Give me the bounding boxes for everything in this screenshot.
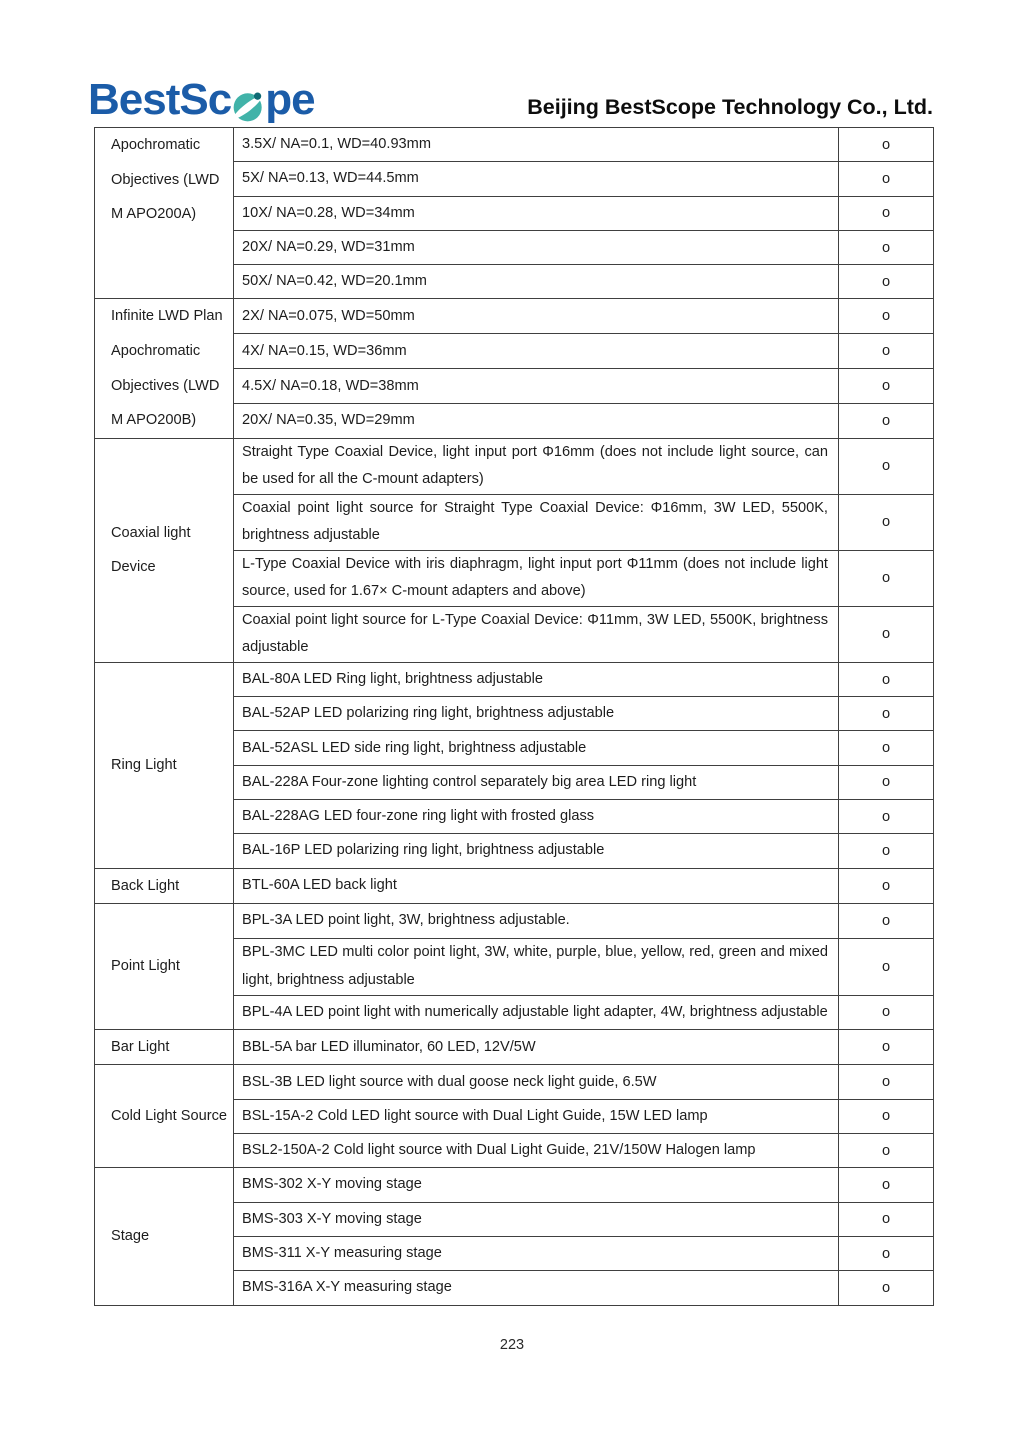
table-row — [95, 128, 934, 162]
description-cell: 4.5X/ NA=0.18, WD=38mm — [234, 369, 839, 404]
availability-mark: o — [839, 995, 934, 1029]
category-label: Coaxial light — [111, 524, 191, 541]
availability-mark: o — [839, 1202, 934, 1236]
table-row — [95, 438, 934, 494]
description-cell: BMS-316A X-Y measuring stage — [234, 1271, 839, 1305]
availability-mark: o — [839, 765, 934, 799]
logo-text-left: BestSc — [88, 75, 232, 124]
description-cell: BSL2-150A-2 Cold light source with Dual Light Guide, 21V/150W Halogen lamp — [234, 1134, 839, 1168]
description-cell: Coaxial point light source for Straight Type Coaxial Device: Φ16mm, 3W LED, 5500K, brightness adjustable — [234, 494, 839, 550]
availability-mark: o — [839, 334, 934, 369]
category-label: Objectives (LWD — [111, 171, 220, 188]
description-cell: 2X/ NA=0.075, WD=50mm — [234, 299, 839, 334]
category-cell — [95, 662, 234, 868]
availability-mark: o — [839, 494, 934, 550]
availability-mark: o — [839, 697, 934, 731]
availability-mark: o — [839, 938, 934, 995]
description-cell: BSL-15A-2 Cold LED light source with Dual Light Guide, 15W LED lamp — [234, 1099, 839, 1133]
description-cell: BMS-302 X-Y moving stage — [234, 1168, 839, 1202]
category-cell — [95, 868, 234, 904]
category-cell — [95, 1168, 234, 1305]
description-cell: BAL-228AG LED four-zone ring light with frosted glass — [234, 800, 839, 834]
category-label: Ring Light — [111, 756, 177, 773]
availability-mark: o — [839, 265, 934, 299]
availability-mark: o — [839, 868, 934, 904]
availability-mark: o — [839, 299, 934, 334]
description-cell: BMS-311 X-Y measuring stage — [234, 1236, 839, 1270]
availability-mark: o — [839, 404, 934, 439]
category-label: Apochromatic — [111, 137, 201, 153]
logo-swoosh-o-icon — [232, 90, 265, 123]
description-cell: 20X/ NA=0.29, WD=31mm — [234, 230, 839, 264]
availability-mark: o — [839, 550, 934, 606]
description-cell: BSL-3B LED light source with dual goose neck light guide, 6.5W — [234, 1065, 839, 1099]
description-cell: BAL-80A LED Ring light, brightness adjustable — [234, 662, 839, 696]
availability-mark: o — [839, 196, 934, 230]
availability-mark: o — [839, 731, 934, 765]
description-cell: 10X/ NA=0.28, WD=34mm — [234, 196, 839, 230]
availability-mark: o — [839, 1271, 934, 1305]
table-row — [95, 1029, 934, 1065]
availability-mark: o — [839, 230, 934, 264]
description-cell: L-Type Coaxial Device with iris diaphragm, light input port Φ11mm (does not include light source, used for 1.67× C-mount adapters and above) — [234, 550, 839, 606]
availability-mark: o — [839, 369, 934, 404]
description-cell: BPL-4A LED point light with numerically adjustable light adapter, 4W, brightness adjustable — [234, 995, 839, 1029]
description-cell: BTL-60A LED back light — [234, 868, 839, 904]
description-cell: BPL-3MC LED multi color point light, 3W, white, purple, blue, yellow, red, green and mixed light, brightness adjustable — [234, 938, 839, 995]
page-header — [88, 50, 933, 124]
availability-mark: o — [839, 1029, 934, 1065]
category-label: Stage — [111, 1228, 150, 1245]
description-cell: 50X/ NA=0.42, WD=20.1mm — [234, 265, 839, 299]
description-cell: BPL-3A LED point light, 3W, brightness adjustable. — [234, 904, 839, 938]
availability-mark: o — [839, 1134, 934, 1168]
availability-mark: o — [839, 1065, 934, 1099]
availability-mark: o — [839, 438, 934, 494]
category-cell — [95, 438, 234, 662]
availability-mark: o — [839, 662, 934, 696]
availability-mark: o — [839, 162, 934, 196]
description-cell: 4X/ NA=0.15, WD=36mm — [234, 334, 839, 369]
category-label: Device — [111, 559, 156, 576]
category-label: Back Light — [111, 877, 180, 894]
company-name: Beijing BestScope Technology Co., Ltd. — [527, 95, 933, 119]
bestscope-logo — [88, 75, 315, 124]
page-number: 223 — [499, 1337, 525, 1353]
catalog-table-body — [95, 128, 934, 1306]
category-cell — [95, 128, 234, 299]
description-cell: BAL-16P LED polarizing ring light, brightness adjustable — [234, 834, 839, 868]
description-cell: 3.5X/ NA=0.1, WD=40.93mm — [234, 128, 839, 162]
category-cell — [95, 904, 234, 1030]
availability-mark: o — [839, 128, 934, 162]
table-row — [95, 1168, 934, 1202]
table-row — [95, 299, 934, 334]
logo-text-right: pe — [265, 75, 315, 124]
category-label: Cold Light Source — [111, 1108, 228, 1125]
description-cell: BMS-303 X-Y moving stage — [234, 1202, 839, 1236]
availability-mark: o — [839, 1236, 934, 1270]
availability-mark: o — [839, 834, 934, 868]
description-cell: BAL-52AP LED polarizing ring light, brightness adjustable — [234, 697, 839, 731]
category-label: Infinite LWD Plan — [111, 308, 223, 325]
description-cell: 5X/ NA=0.13, WD=44.5mm — [234, 162, 839, 196]
category-cell — [95, 1029, 234, 1065]
description-cell: Coaxial point light source for L-Type Coaxial Device: Φ11mm, 3W LED, 5500K, brightness adjustable — [234, 606, 839, 662]
availability-mark: o — [839, 606, 934, 662]
description-cell: Straight Type Coaxial Device, light input port Φ16mm (does not include light source, can be used for all the C-mount adapters) — [234, 438, 839, 494]
description-cell: 20X/ NA=0.35, WD=29mm — [234, 404, 839, 439]
category-label: Apochromatic — [111, 343, 201, 360]
availability-mark: o — [839, 800, 934, 834]
category-label: M APO200A) — [111, 206, 197, 223]
category-label: Bar Light — [111, 1038, 170, 1055]
category-label: Objectives (LWD — [111, 377, 220, 394]
product-catalog-table — [94, 127, 934, 1306]
category-cell — [95, 299, 234, 438]
availability-mark: o — [839, 904, 934, 938]
category-label: Point Light — [111, 958, 180, 975]
category-cell — [95, 1065, 234, 1168]
availability-mark: o — [839, 1099, 934, 1133]
table-row — [95, 868, 934, 904]
table-row — [95, 1065, 934, 1099]
category-label: M APO200B) — [111, 412, 197, 429]
table-row — [95, 904, 934, 938]
description-cell: BAL-52ASL LED side ring light, brightness adjustable — [234, 731, 839, 765]
description-cell: BBL-5A bar LED illuminator, 60 LED, 12V/5W — [234, 1029, 839, 1065]
page-footer — [0, 1337, 1024, 1353]
availability-mark: o — [839, 1168, 934, 1202]
description-cell: BAL-228A Four-zone lighting control separately big area LED ring light — [234, 765, 839, 799]
table-row — [95, 662, 934, 696]
